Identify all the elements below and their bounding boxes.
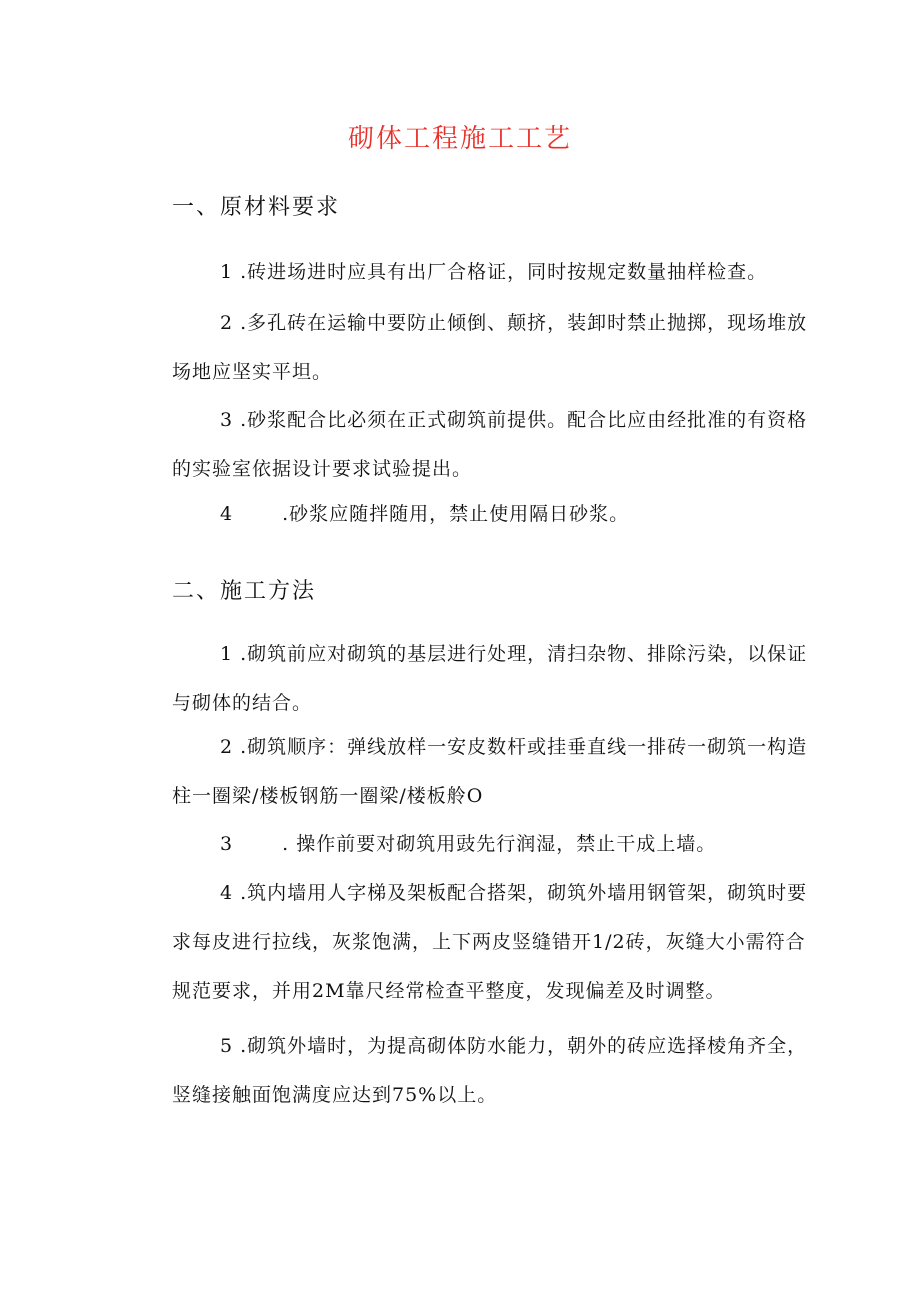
- item-number: 5: [220, 1035, 234, 1057]
- document-title: 砌体工程施工工艺: [347, 124, 572, 154]
- item-text: .砖进场进时应具有出厂合格证，同时按规定数量抽样检查。: [240, 261, 768, 283]
- item-text: .砌筑顺序：弹线放样一安皮数杆或挂垂直线一排砖一砌筑一构造柱一圈梁/楼板钢筋一圈梁/楼板舲O: [172, 736, 808, 807]
- item-number: 1: [220, 261, 234, 283]
- section-heading-methods: 二、施工方法: [172, 579, 317, 604]
- item-number: 4: [220, 503, 234, 525]
- list-item: [172, 396, 812, 494]
- item-text: .砌筑前应对砌筑的基层进行处理，清扫杂物、排除污染，以保证与砌体的结合。: [172, 643, 808, 714]
- list-item: [172, 299, 812, 397]
- list-item: [172, 820, 812, 869]
- item-text: .砂浆应随拌随用，禁止使用隔日砂浆。: [282, 503, 630, 525]
- list-item: [172, 490, 812, 539]
- list-item: [172, 723, 812, 821]
- item-number: 3: [220, 409, 234, 431]
- list-item: [172, 248, 812, 297]
- item-text: . 操作前要对砌筑用豉先行润湿，禁止干成上墙。: [282, 833, 717, 855]
- section-heading-materials: 一、原材料要求: [172, 195, 341, 220]
- list-item: [172, 630, 812, 728]
- list-item: [172, 869, 812, 1016]
- item-number: 4: [220, 882, 234, 904]
- list-item: [172, 1022, 812, 1120]
- item-number: 3: [220, 833, 234, 855]
- item-number: 2: [220, 312, 234, 334]
- item-text: .筑内墙用人字梯及架板配合搭架，砌筑外墙用钢管架，砌筑时要求每皮进行拉线，灰浆饱满，上下两皮竖缝错开1/2砖，灰缝大小需符合规范要求，并用2M靠尺经常检查平整度，发现偏差及时调整。: [172, 882, 808, 1002]
- item-text: .多孔砖在运输中要防止倾倒、颠挤，装卸时禁止抛掷，现场堆放场地应坚实平坦。: [172, 312, 808, 383]
- item-text: .砂浆配合比必须在正式砌筑前提供。配合比应由经批准的有资格的实验室依据设计要求试验提出。: [172, 409, 808, 480]
- item-text: .砌筑外墙时，为提高砌体防水能力，朝外的砖应选择棱角齐全，竖缝接触面饱满度应达到75%以上。: [172, 1035, 808, 1106]
- item-number: 2: [220, 736, 234, 758]
- item-number: 1: [220, 643, 234, 665]
